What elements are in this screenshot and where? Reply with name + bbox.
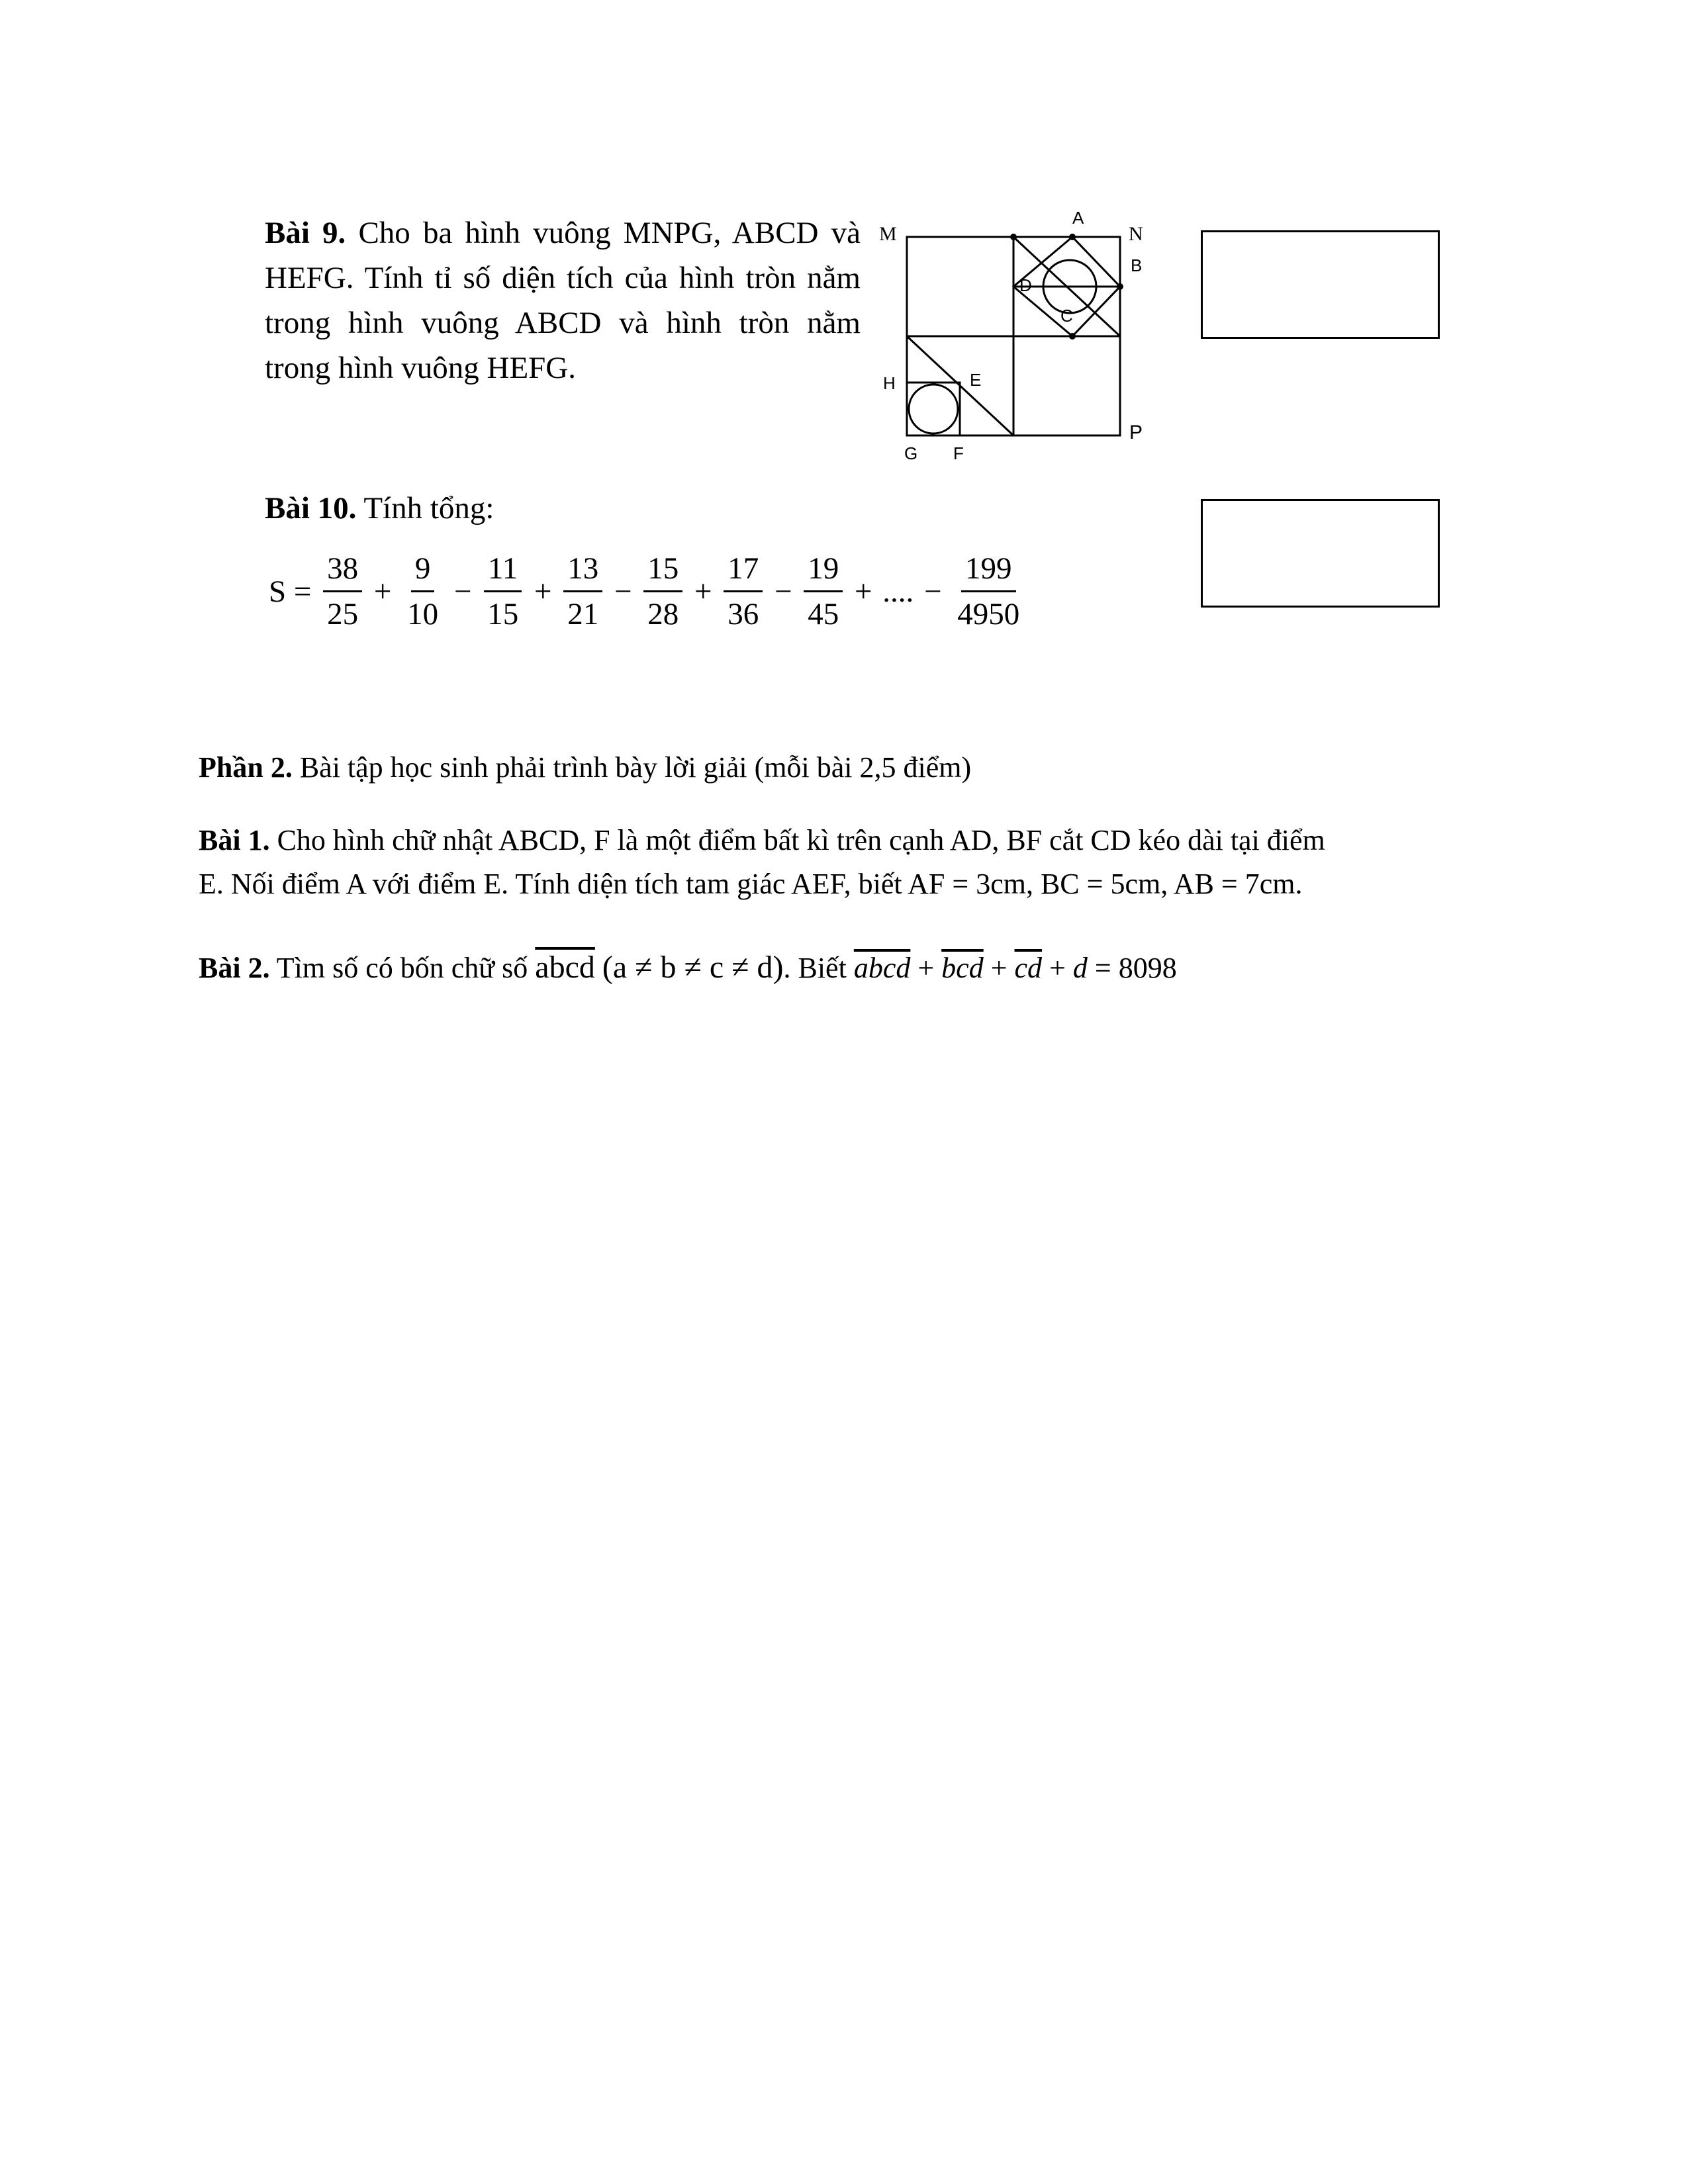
bai2-text-a: Tìm số có bốn chữ số — [269, 952, 536, 984]
bai9-text: Cho ba hình vuông MNPG, ABCD và HEFG. Tính tỉ số diện tích của hình tròn nằm trong hình vuông ABCD và hình tròn nằm trong hình vuông HEFG. — [265, 216, 861, 385]
label-m: M — [879, 223, 897, 245]
bai10-text: Tính tổng: — [356, 491, 494, 525]
bai2-line — [199, 948, 1177, 988]
operator: + — [694, 574, 712, 609]
bai2-title: Bài 2. — [199, 952, 270, 984]
label-p: P — [1129, 422, 1143, 443]
label-g: G — [904, 443, 918, 462]
bai9-title: Bài 9. — [265, 216, 346, 250]
operator: + — [855, 574, 872, 609]
fraction-term: $\frac{15}{28}$ — [643, 547, 682, 636]
label-c: C — [1060, 306, 1073, 326]
label-f: F — [953, 443, 964, 462]
fraction-term: $\frac{11}{15}$ — [483, 547, 522, 636]
formula-lhs: S = — [269, 574, 312, 609]
square-hefg — [907, 383, 960, 435]
bai2-plus: + — [917, 952, 935, 984]
bai1-text-line1: Cho hình chữ nhật ABCD, F là một điểm bất kì trên cạnh AD, BF cắt CD kéo dài tại điểm — [269, 824, 1325, 856]
operator: − — [453, 574, 472, 609]
bai2-text-b: . Biết — [783, 952, 854, 984]
bai2-condition: (a ≠ b ≠ c ≠ d) — [602, 950, 784, 985]
label-h: H — [883, 373, 896, 393]
bai9-figure — [874, 210, 1158, 462]
phan2-title: Phần 2. — [199, 751, 293, 784]
operator: − — [774, 574, 792, 609]
operator: + — [534, 574, 552, 609]
fraction-term: $\frac{9}{10}$ — [403, 547, 442, 636]
operator: − — [924, 574, 942, 609]
fraction-term: $\frac{19}{45}$ — [804, 547, 843, 636]
bai1-line2 — [199, 864, 1303, 904]
label-a: A — [1072, 210, 1084, 228]
bai9-paragraph — [265, 210, 861, 390]
label-d: D — [1019, 275, 1032, 295]
fraction-term: $\frac{199}{4950}$ — [953, 547, 1023, 636]
label-b: B — [1131, 255, 1143, 275]
phan2-heading — [199, 748, 971, 788]
bai10-title: Bài 10. — [265, 491, 357, 525]
label-e: E — [970, 370, 982, 390]
bai1-line1 — [199, 821, 1325, 860]
operator: + — [373, 574, 392, 609]
fraction-term: $\frac{17}{36}$ — [724, 547, 763, 636]
bai10-heading — [265, 488, 494, 528]
bai1-title: Bài 1. — [199, 824, 270, 856]
bai1-text-line2: E. Nối điểm A với điểm E. Tính diện tích tam giác AEF, biết AF = 3cm, BC = 5cm, AB = 7cm. — [199, 868, 1303, 900]
fraction-term: $\frac{38}{25}$ — [323, 547, 362, 636]
phan2-text: Bài tập học sinh phải trình bày lời giải (mỗi bài 2,5 điểm) — [292, 751, 972, 784]
ellipsis: .... — [882, 574, 914, 609]
fraction-term: $\frac{13}{21}$ — [563, 547, 602, 636]
bai2-term-bcd: $\overline{bcd}$ — [941, 952, 984, 984]
bai2-plus: + — [990, 952, 1008, 984]
bai2-equals: = 8098 — [1094, 952, 1177, 984]
bai9-answer-box[interactable] — [1201, 230, 1440, 339]
bai2-term-cd: $\overline{cd}$ — [1014, 952, 1043, 984]
bai2-term-d: d — [1072, 952, 1088, 984]
bai2-term-abcd: abcd — [853, 952, 911, 984]
bai2-plus: + — [1049, 952, 1066, 984]
operator: − — [614, 574, 632, 609]
circle-hefg — [909, 385, 958, 433]
bai2-abcd: abcd — [535, 950, 595, 985]
bai10-formula — [267, 547, 1026, 636]
bai10-answer-box[interactable] — [1201, 499, 1440, 608]
label-n: N — [1129, 223, 1143, 245]
